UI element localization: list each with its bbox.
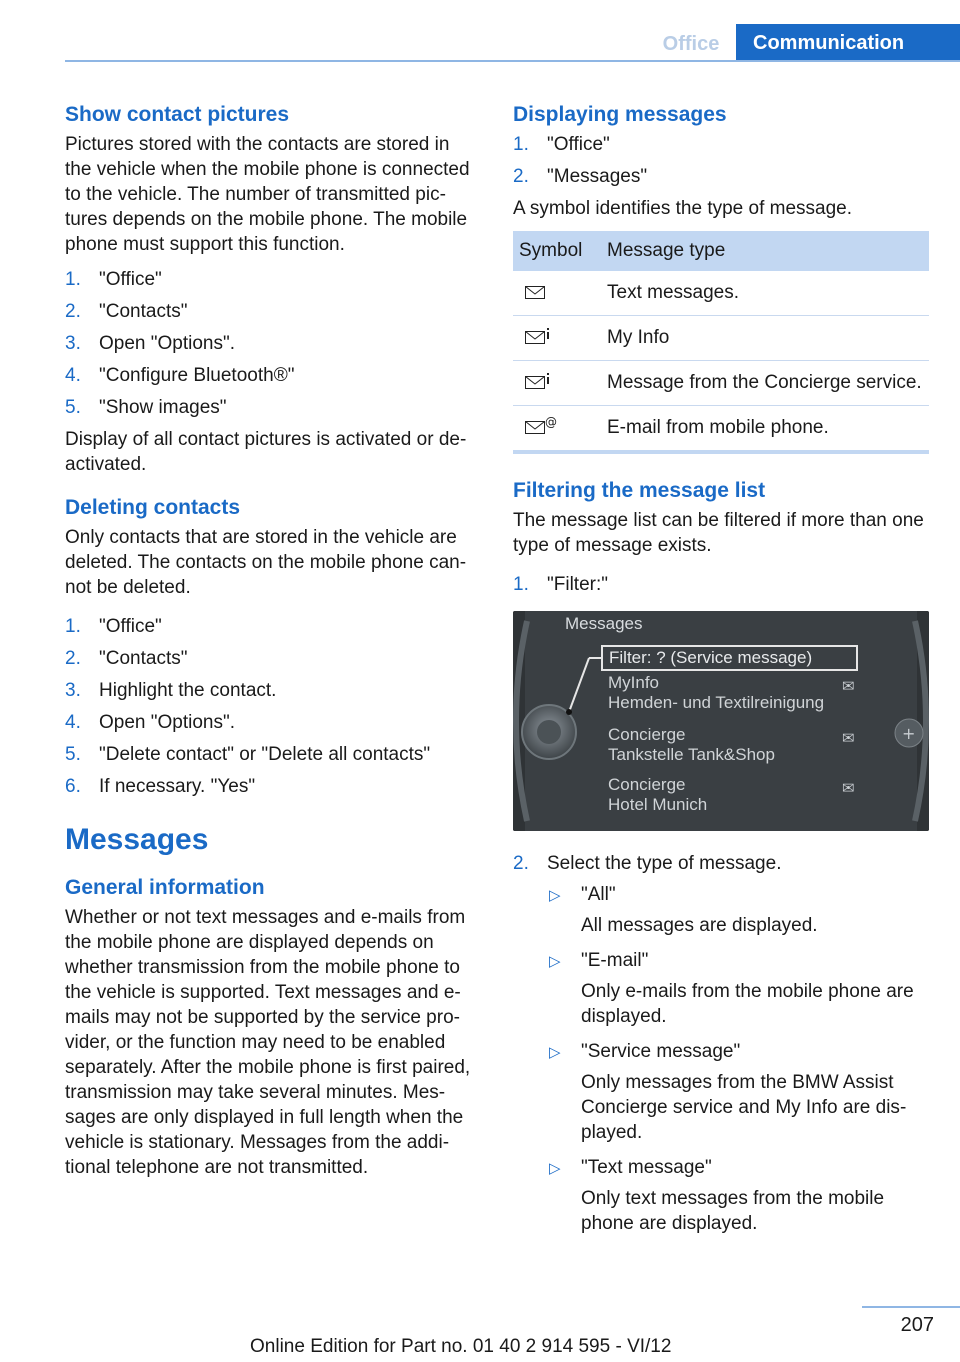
show-pictures-steps [65,267,481,420]
screen-list-item[interactable]: MyInfo Hemden- und Textilreinigung [608,673,825,712]
table-row [513,316,929,361]
message-type-cell: Text messages. [601,271,929,316]
envelope-icon: ✉ [842,780,855,797]
column-header-type: Message type [601,231,929,271]
header-rule [65,60,960,62]
general-info-heading: General information [65,876,265,899]
list-item: 2. "Messages" [513,166,648,187]
list-item: 2. Select the type of message. ▷ "All" All messages are displayed. ▷ "E-mail" Only e-mails from the mobile phone are displayed. ▷ "Service message" Only messages from the BMW Assist Concierge service and My Info are displayed. ▷ "Text message" Only text messages from the mobile phone are displayed. [513,851,929,1236]
filter-option: ▷ "Service message" Only messages from the BMW Assist Concierge service and My Info are displayed. [549,1041,907,1143]
table-header-row [513,231,929,271]
screen-filter-field[interactable]: Filter: ? (Service message) [609,648,813,667]
footer-rule [862,1306,960,1308]
envelope-icon [525,286,545,299]
deleting-heading: Deleting contacts [65,496,241,519]
page-number: 207 [900,1314,934,1336]
list-item: 1. "Office" [65,616,162,637]
filtering-steps [513,572,929,597]
list-item: 1. "Office" [513,134,610,155]
messages-heading: Messages [65,823,209,856]
message-type-table [513,231,929,454]
triangle-bullet-icon: ▷ [549,953,561,970]
header-section-tab[interactable]: Office [662,33,720,55]
column-header-symbol: Symbol [513,231,601,271]
envelope-icon: ✉ [842,678,855,695]
screen-title: Messages [565,614,643,633]
list-item: 1. "Office" [65,269,162,290]
list-item: 4. "Configure Bluetooth®" [65,365,295,386]
filter-option: ▷ "Text message" Only text messages from the mobile phone are displayed. [549,1157,885,1234]
envelope-at-icon [525,416,557,434]
show-pictures-heading: Show contact pictures [65,103,290,126]
filtering-text: The message list can be filtered if more than one type of message exists. [513,510,924,556]
envelope-info-icon [525,331,545,344]
message-type-cell: Message from the Concierge service. [601,361,929,406]
filter-option: ▷ "E-mail" Only e-mails from the mobile phone are displayed. [549,950,914,1027]
table-row [513,406,929,453]
filtering-heading: Filtering the message list [513,479,766,502]
edition-footer: Online Edition for Part no. 01 40 2 914 595 - VI/12 [250,1336,672,1357]
general-info-text: Whether or not text messages and e-mails from the mobile phone are displayed depends on whether transmission from the mobile phone to the vehicle is supported. Text messages and e-mails may not be supported by the service provider, or the function may need to be enabled separately. After the mobile phone is first paired, transmission may take several minutes. Messages are only displayed in full length when the vehicle is stationary. Messages from the additional telephone are not transmitted. [65,907,471,1178]
list-item: 5. "Show images" [65,397,227,418]
list-item: 3. Open "Options". [65,333,236,354]
show-pictures-note: Display of all contact pictures is activated or deactivated. [65,429,467,475]
triangle-bullet-icon: ▷ [549,887,561,904]
displaying-heading: Displaying messages [513,103,727,126]
filter-option: ▷ "All" All messages are displayed. [549,884,818,936]
envelope-info-icon [525,376,545,389]
list-item: 4. Open "Options". [65,712,236,733]
svg-text:@: @ [545,416,557,429]
svg-text:+: + [902,724,916,743]
list-item: 6. If necessary. "Yes" [65,776,256,797]
message-type-cell: E-mail from mobile phone. [601,406,929,453]
list-item: 3. Highlight the contact. [65,680,277,701]
right-column [513,100,929,1246]
screen-decor [513,611,929,831]
screen-list-item[interactable]: Concierge Hotel Munich [608,775,708,814]
filtering-steps-2 [513,851,929,1236]
list-item: 5. "Delete contact" or "Delete all contacts" [65,744,431,765]
show-pictures-text: Pictures stored with the contacts are stored in the vehicle when the mobile phone is connected to the vehicle. The number of transmitted pictures depends on the mobile phone. The mobile phone must support this function. [65,134,470,255]
envelope-icon: ✉ [842,730,855,747]
displaying-intro: A symbol identifies the type of message. [513,198,853,219]
list-item: 2. "Contacts" [65,301,188,322]
triangle-bullet-icon: ▷ [549,1044,561,1061]
left-column [65,100,481,1190]
filter-options [547,882,929,1236]
idrive-screen-image [513,611,929,831]
header-chapter-tab[interactable]: Communication [736,24,960,62]
displaying-steps [513,132,929,189]
table-row [513,271,929,316]
list-item: 2. "Contacts" [65,648,188,669]
deleting-text: Only contacts that are stored in the vehicle are deleted. The contacts on the mobile phone cannot be deleted. [65,527,467,598]
message-type-cell: My Info [601,316,929,361]
table-row [513,361,929,406]
triangle-bullet-icon: ▷ [549,1160,561,1177]
list-item: 1. "Filter:" [513,574,608,595]
screen-list-item[interactable]: Concierge Tankstelle Tank&Shop [608,725,775,764]
deleting-steps [65,614,481,799]
